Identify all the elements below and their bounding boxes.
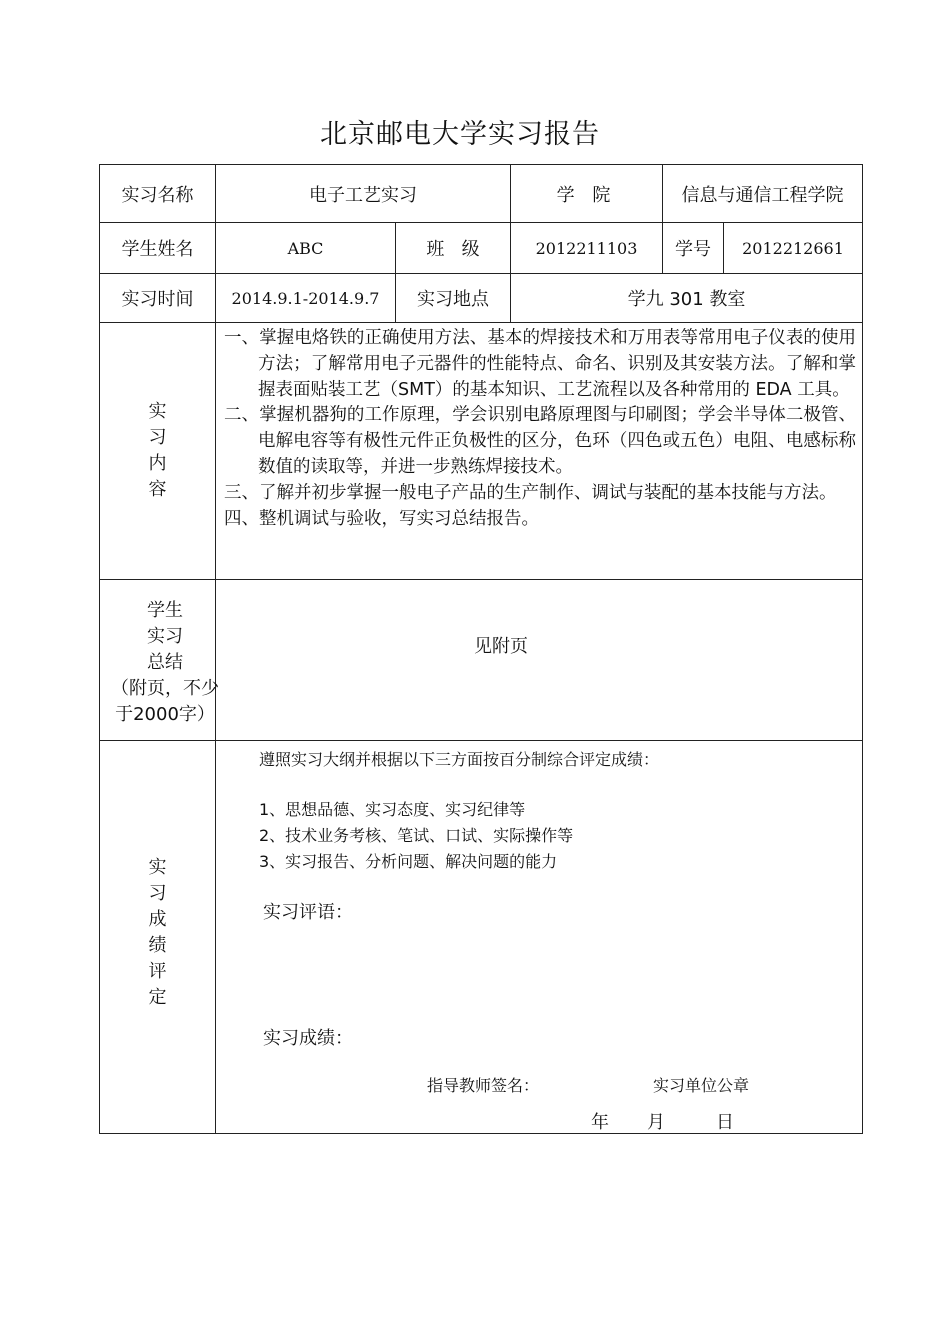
date-year: 年 [591,1112,609,1133]
date-day: 日 [716,1112,734,1133]
unit-seal-label: 实习单位公章 [653,1076,750,1095]
content-paragraph: 四、整机调试与验收，写实习总结报告。 [224,508,539,529]
college-value: 信息与通信工程学院 [681,184,844,206]
college-label: 学 院 [556,184,617,206]
class-label: 班 级 [426,239,480,260]
page-title: 北京邮电大学实习报告 [320,119,600,150]
content-paragraph: 三、了解并初步掌握一般电子产品的生产制作、调试与装配的基本技能与方法。 [224,482,837,503]
comment-label: 实习评语： [263,902,353,923]
grading-item: 1、思想品德、实习态度、实习纪律等 [259,800,526,819]
score-label: 实习成绩： [263,1028,353,1049]
internship-place-value: 学九 301 教室 [627,289,746,310]
internship-place-label: 实习地点 [417,289,489,310]
date-month: 月 [647,1112,665,1133]
row-divider [99,579,863,580]
content-paragraph: 一、掌握电烙铁的正确使用方法、基本的焊接技术和万用表等常用电子仪表的使用方法；了解常用电子元器件的性能特点、命名、识别及其安装方法。了解和掌握表面贴装工艺（SMT）的基本知识、工艺流程以及各种常用的 EDA 工具。 [224,328,856,400]
internship-time-label: 实习时间 [121,289,194,310]
content-text [224,326,856,532]
content-paragraph: 二、掌握机器狗的工作原理，学会识别电路原理图与印刷图；学会半导体二极管、电解电容等有极性元件正负极性的区分，色环（四色或五色）电阻、电感标称数值的读取等，并进一步熟练焊接技术。 [224,405,856,477]
internship-time-value: 2014.9.1-2014.9.7 [231,288,380,308]
grading-label: 实 习 成 绩 评 定 [148,856,167,1008]
summary-label: 学生 实习 总结 （附页，不少 于2000字） [111,600,219,725]
grading-item: 3、实习报告、分析问题、解决问题的能力 [259,852,558,871]
student-name-value: ABC [287,238,324,258]
internship-name-value: 电子工艺实习 [309,184,417,206]
content-label: 实 习 内 容 [148,401,167,500]
grading-intro: 遵照实习大纲并根据以下三方面按百分制综合评定成绩： [259,750,660,769]
student-name-label: 学生姓名 [121,239,194,260]
internship-name-label: 实习名称 [121,184,194,206]
summary-value: 见附页 [474,636,528,657]
student-id-value: 2012212661 [742,238,844,258]
grading-item: 2、技术业务考核、笔试、口试、实际操作等 [259,826,574,845]
student-id-label: 学号 [675,239,711,260]
class-value: 2012211103 [535,238,638,258]
teacher-signature-label: 指导教师签名： [427,1076,540,1095]
